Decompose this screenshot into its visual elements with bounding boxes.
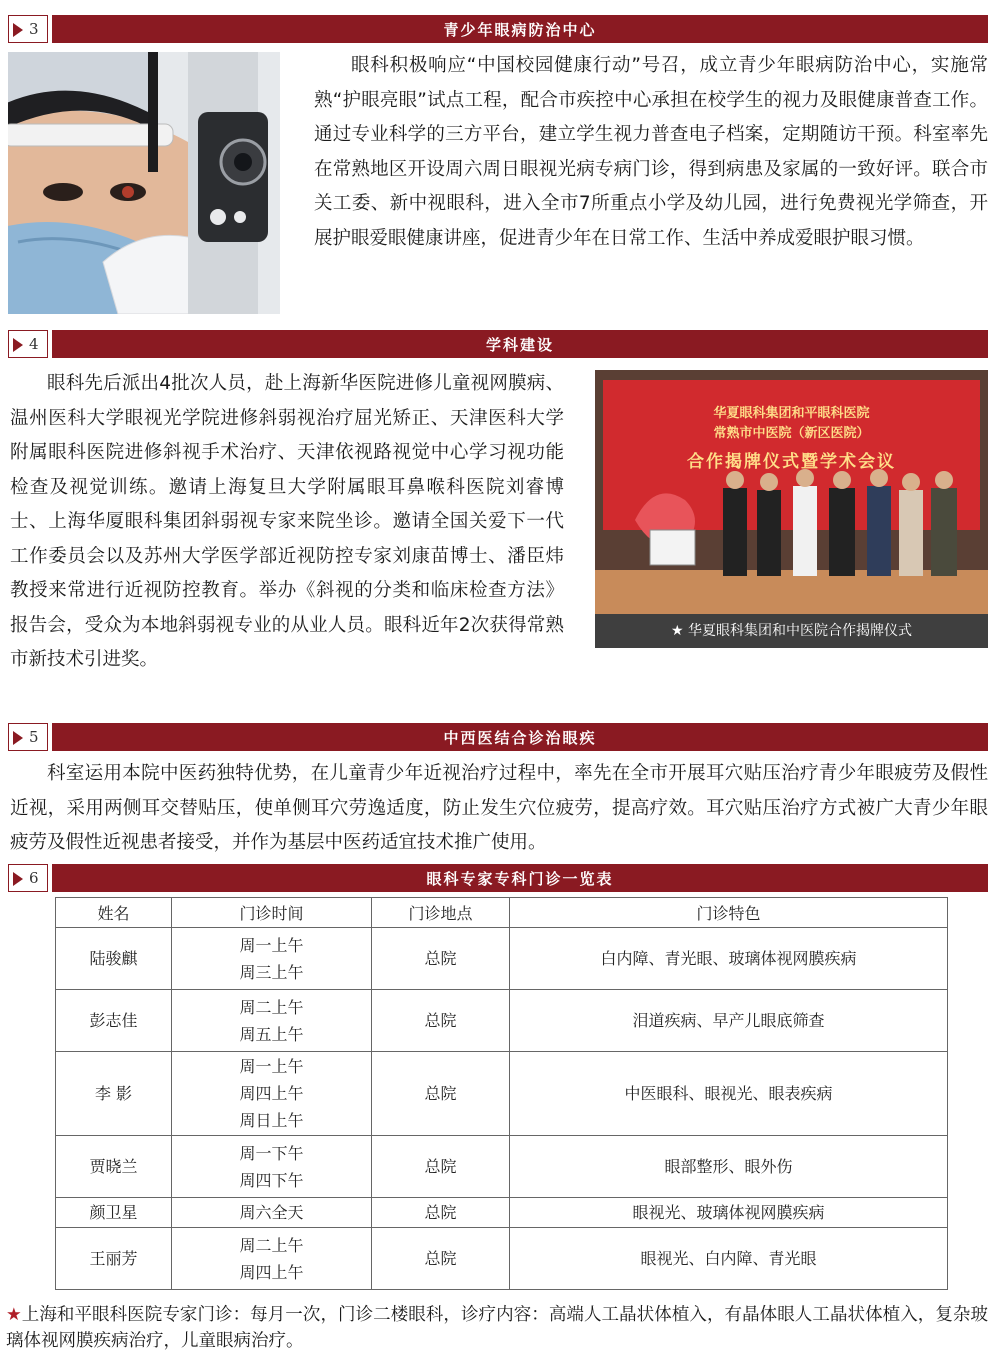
photo-banner-line: 合作揭牌仪式暨学术会议	[687, 452, 896, 472]
section-title-bar	[52, 723, 988, 751]
clinic-time: 周四上午	[239, 1084, 304, 1103]
section-title: 中西医结合诊治眼疾	[443, 729, 597, 747]
column-header: 门诊时间	[172, 898, 372, 928]
cell-times	[172, 928, 372, 990]
star-icon: ★	[6, 1305, 22, 1325]
cell-place: 总院	[372, 928, 510, 990]
clinic-time: 周五上午	[239, 1024, 304, 1044]
table-row	[56, 1136, 948, 1198]
section-title: 眼科专家专科门诊一览表	[426, 870, 614, 888]
section-5-header	[8, 723, 988, 751]
section-6-header	[8, 864, 988, 892]
eye-exam-illustration	[8, 52, 280, 314]
star-icon: ★	[670, 623, 684, 639]
triangle-marker-icon	[13, 23, 23, 37]
table-header-row	[56, 898, 948, 928]
section-title-bar	[52, 330, 988, 358]
section-number: 6	[29, 869, 39, 887]
footer-note	[6, 1302, 988, 1354]
cell-feature: 中医眼科、眼视光、眼表疾病	[510, 1052, 948, 1136]
section-number-tab	[8, 15, 48, 43]
table-row	[56, 928, 948, 990]
cell-feature: 白内障、青光眼、玻璃体视网膜疾病	[510, 928, 948, 990]
cell-place: 总院	[372, 1198, 510, 1228]
section-number-tab	[8, 330, 48, 358]
section-number: 5	[29, 728, 39, 746]
cell-name: 贾晓兰	[56, 1136, 172, 1198]
triangle-marker-icon	[13, 872, 23, 886]
clinic-time: 周日上午	[239, 1111, 304, 1130]
column-header: 门诊地点	[372, 898, 510, 928]
cell-feature: 眼视光、白内障、青光眼	[510, 1228, 948, 1290]
section-title-bar	[52, 15, 988, 43]
clinic-time: 周一上午	[239, 935, 304, 955]
section-title: 青少年眼病防治中心	[443, 21, 597, 39]
clinic-time: 周四上午	[239, 1262, 304, 1282]
column-header: 门诊特色	[510, 898, 948, 928]
section-5-body: 科室运用本院中医药独特优势，在儿童青少年近视治疗过程中，率先在全市开展耳穴贴压治疗青少年眼疲劳及假性近视，采用两侧耳交替贴压，使单侧耳穴劳逸适度，防止发生穴位疲劳，提高疗效。耳穴贴压治疗方式被广大青少年眼疲劳及假性近视患者接受，并作为基层中医药适宜技术推广使用。	[10, 763, 988, 853]
clinic-time: 周一上午	[239, 1057, 304, 1076]
clinic-schedule-table	[55, 897, 948, 1290]
clinic-time: 周四下午	[239, 1170, 304, 1190]
cell-name: 陆骏麒	[56, 928, 172, 990]
cell-place: 总院	[372, 990, 510, 1052]
table-row	[56, 1198, 948, 1228]
ceremony-photo	[595, 370, 988, 648]
cell-name: 李 影	[56, 1052, 172, 1136]
cell-name: 王丽芳	[56, 1228, 172, 1290]
clinic-time: 周二上午	[239, 1235, 304, 1255]
section-number-tab	[8, 723, 48, 751]
cell-times	[172, 1198, 372, 1228]
photo-banner-line: 常熟市中医院（新区医院）	[713, 426, 870, 441]
cell-times	[172, 990, 372, 1052]
clinic-time: 周六全天	[239, 1203, 304, 1222]
cell-times	[172, 1228, 372, 1290]
section-4-body-part	[10, 367, 564, 678]
section-3-header	[8, 15, 988, 43]
cell-place: 总院	[372, 1136, 510, 1198]
photo-caption-text: 华夏眼科集团和中医院合作揭牌仪式	[688, 623, 912, 639]
cell-feature: 泪道疾病、早产儿眼底筛查	[510, 990, 948, 1052]
clinic-time: 周三上午	[239, 962, 304, 982]
table-row	[56, 1228, 948, 1290]
cell-place: 总院	[372, 1052, 510, 1136]
cell-times	[172, 1052, 372, 1136]
cell-name: 颜卫星	[56, 1198, 172, 1228]
section-4-header	[8, 330, 988, 358]
photo-banner	[595, 404, 988, 472]
table-row	[56, 1052, 948, 1136]
cell-times	[172, 1136, 372, 1198]
section-4-body: 眼科先后派出4批次人员，赴上海新华医院进修儿童视网膜病、温州医科大学眼视光学院进修斜弱视治疗屈光矫正、天津医科大学附属眼科医院进修斜视手术治疗、天津依视路视觉中心学习视功能检查及视觉训练。邀请上海复旦大学附属眼耳鼻喉科医院刘睿博士、上海华厦眼科集团斜弱视专家来院坐诊。邀请全国关爱下一代工作委员会以及苏州大学医学部近视防控专家刘康苗博士、潘臣炜教授来常进行近视防控教育。举办《斜视的分类和临床检查方法》报告会，受众为本地斜弱视专业的从业人员。眼科近年2次获得常熟市新技术引进奖。	[10, 373, 564, 670]
cell-name: 彭志佳	[56, 990, 172, 1052]
section-number: 4	[29, 335, 39, 353]
triangle-marker-icon	[13, 731, 23, 745]
section-number-tab	[8, 864, 48, 892]
cell-feature: 眼视光、玻璃体视网膜疾病	[510, 1198, 948, 1228]
eye-exam-photo	[8, 52, 280, 314]
cell-place: 总院	[372, 1228, 510, 1290]
footer-note-text: 上海和平眼科医院专家门诊：每月一次，门诊二楼眼科，诊疗内容：高端人工晶状体植入，有晶体眼人工晶状体植入，复杂玻璃体视网膜疾病治疗，儿童眼病治疗。	[6, 1305, 988, 1351]
section-title-bar	[52, 864, 988, 892]
clinic-time: 周一下午	[239, 1143, 304, 1163]
photo-caption	[595, 614, 988, 648]
section-title: 学科建设	[485, 336, 554, 354]
triangle-marker-icon	[13, 338, 23, 352]
section-number: 3	[29, 20, 39, 38]
column-header: 姓名	[56, 898, 172, 928]
section-3-body: 眼科积极响应“中国校园健康行动”号召，成立青少年眼病防治中心，实施常熟“护眼亮眼”试点工程，配合市疾控中心承担在校学生的视力及眼健康普查工作。通过专业科学的三方平台，建立学生视力普查电子档案，定期随访干预。科室率先在常熟地区开设周六周日眼视光病专病门诊，得到病患及家属的一致好评。联合市关工委、新中视眼科，进入全市7所重点小学及幼儿园，进行免费视光学筛查，开展护眼爱眼健康讲座，促进青少年在日常工作、生活中养成爱眼护眼习惯。	[314, 55, 988, 249]
photo-banner-line: 华夏眼科集团和平眼科医院	[713, 406, 870, 421]
clinic-time: 周二上午	[239, 997, 304, 1017]
table-row	[56, 990, 948, 1052]
cell-feature: 眼部整形、眼外伤	[510, 1136, 948, 1198]
